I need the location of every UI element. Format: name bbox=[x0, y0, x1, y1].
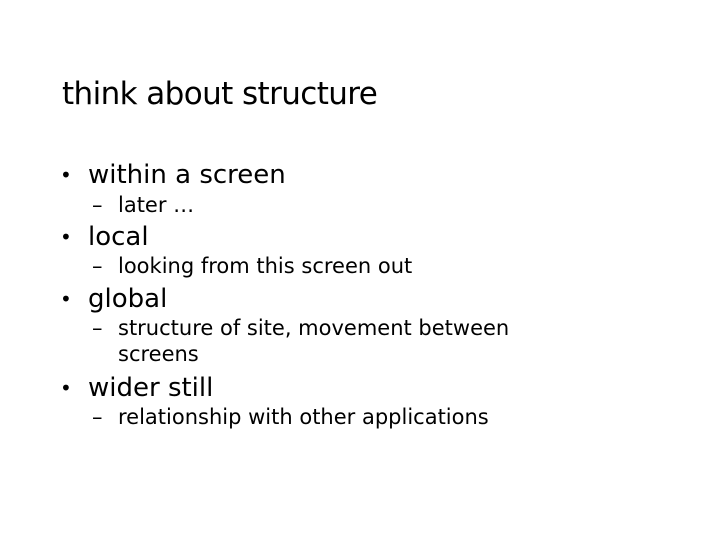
dash-icon: – bbox=[92, 254, 103, 278]
bullet-icon: • bbox=[60, 376, 72, 400]
sub-item-label: structure of site, movement between bbox=[118, 316, 510, 340]
bullet-icon: • bbox=[60, 287, 72, 311]
sub-item-label: later … bbox=[118, 193, 195, 217]
sub-item bbox=[92, 403, 489, 432]
bullet-icon: • bbox=[60, 163, 72, 187]
bullet-label: global bbox=[88, 284, 168, 314]
bullet-item-global bbox=[60, 284, 167, 314]
sub-item bbox=[92, 191, 194, 220]
dash-icon: – bbox=[92, 405, 103, 429]
bullet-icon: • bbox=[60, 225, 72, 249]
sub-item-continuation: screens bbox=[118, 342, 199, 366]
bullet-label: local bbox=[88, 222, 149, 252]
sub-item-label: relationship with other applications bbox=[118, 405, 489, 429]
dash-icon: – bbox=[92, 316, 103, 340]
sub-item-label: looking from this screen out bbox=[118, 254, 413, 278]
bullet-item-local bbox=[60, 222, 149, 252]
bullet-item-wider-still bbox=[60, 373, 213, 403]
sub-item bbox=[92, 252, 412, 281]
sub-item bbox=[92, 314, 509, 343]
bullet-label: within a screen bbox=[88, 160, 286, 190]
bullet-label: wider still bbox=[88, 373, 214, 403]
bullet-item-within-a-screen bbox=[60, 160, 286, 190]
slide-title: think about structure bbox=[62, 76, 378, 112]
dash-icon: – bbox=[92, 193, 103, 217]
